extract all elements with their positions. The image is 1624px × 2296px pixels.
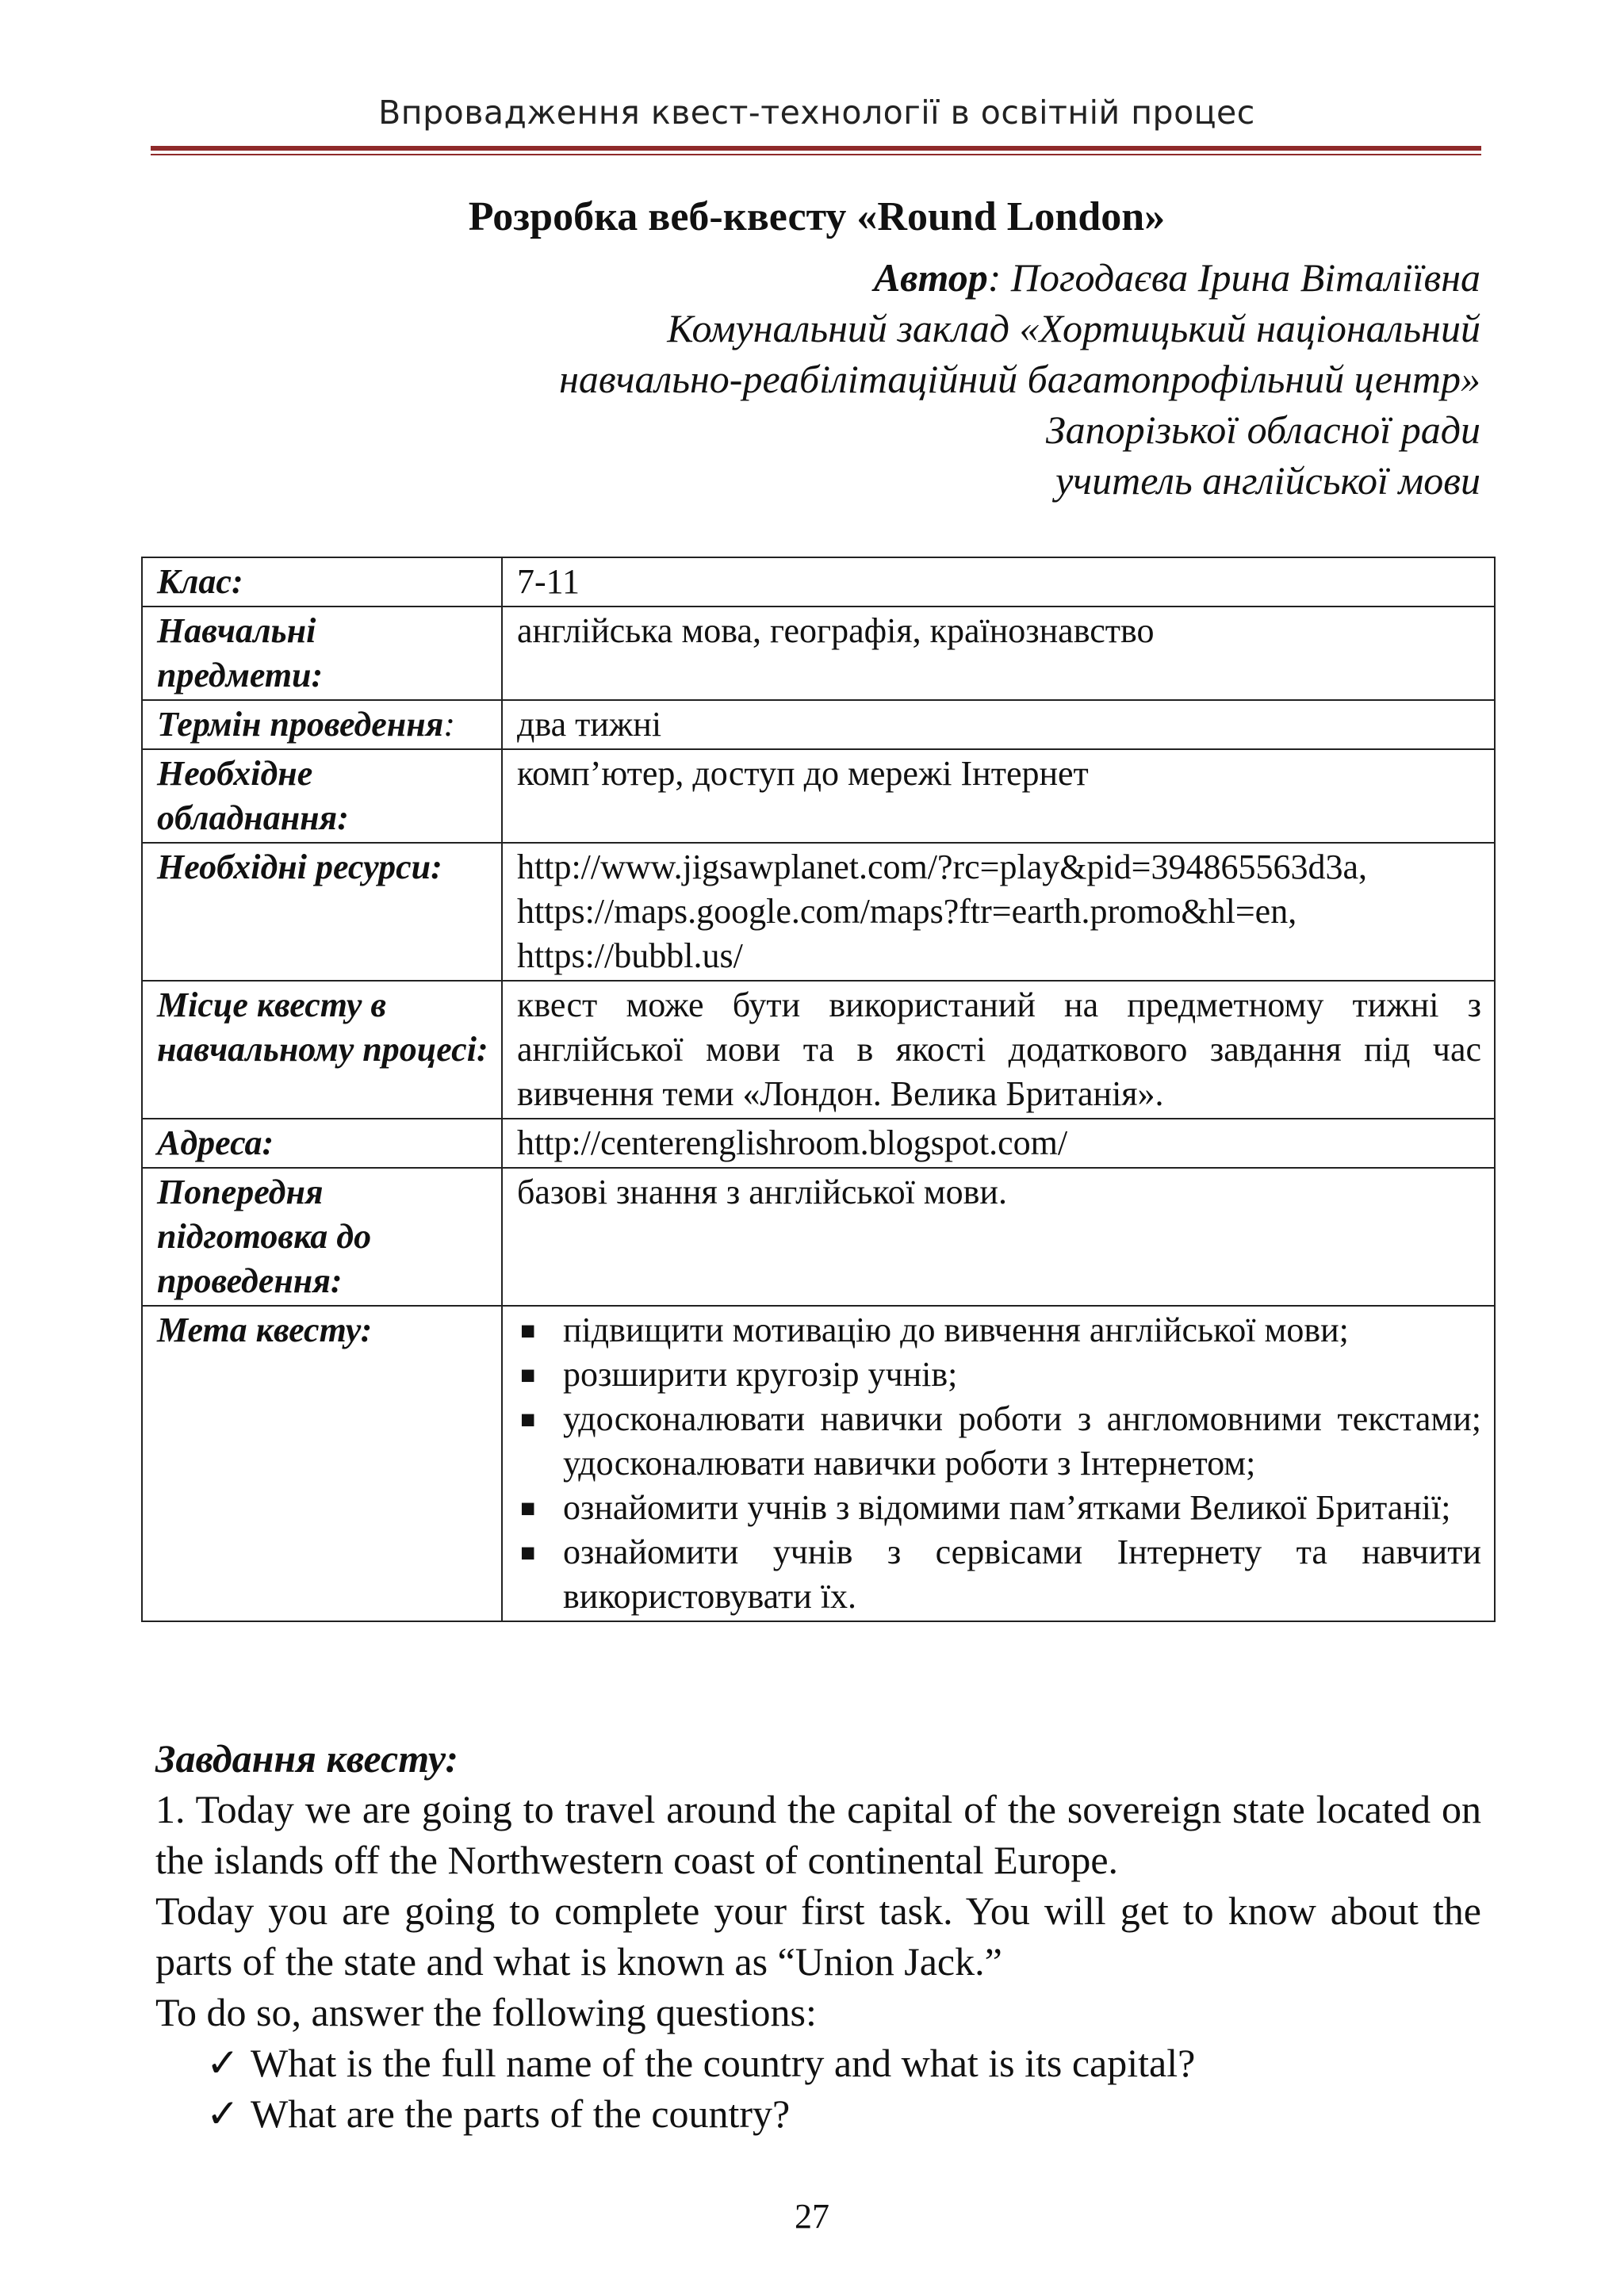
square-bullet-icon: ■ <box>520 1405 536 1433</box>
table-row <box>142 1119 1495 1168</box>
header-rule-thick <box>151 146 1481 151</box>
table-row <box>142 700 1495 749</box>
square-bullet-icon: ■ <box>520 1494 536 1522</box>
table-row <box>142 1168 1495 1306</box>
document-title: Розробка веб-квесту «Round London» <box>468 194 1166 239</box>
list-item: ■ розширити кругозір учнів; <box>517 1353 1481 1397</box>
list-item: ■ удосконалювати навички роботи з англомовними текстами; удосконалювати навички роботи з Інтернетом; <box>517 1397 1481 1486</box>
row-value-equipment: комп’ютер, доступ до мережі Інтернет <box>502 749 1495 843</box>
goals-list <box>517 1308 1481 1619</box>
author-affiliation-line: навчально-реабілітаційний багатопрофільний центр» <box>559 357 1480 401</box>
table-row <box>142 749 1495 843</box>
header-rule-thin <box>151 154 1481 155</box>
list-item: ✓ What are the parts of the country? <box>206 2088 1481 2139</box>
table-row <box>142 607 1495 700</box>
duration-label-text: Термін проведення <box>157 705 444 744</box>
author-affiliation-line: Комунальний заклад «Хортицький національний <box>667 306 1480 350</box>
row-value-place: квест може бути використаний на предметному тижні з англійської мови та в якості додаткового завдання під час вивчення теми «Лондон. Велика Британія». <box>502 981 1495 1119</box>
resource-link[interactable]: https://maps.google.com/maps?ftr=earth.promo&hl=en, <box>517 892 1297 931</box>
table-row <box>142 1306 1495 1621</box>
duration-label-colon: : <box>443 705 455 744</box>
list-item: ■ підвищити мотивацію до вивчення англійської мови; <box>517 1308 1481 1353</box>
row-label-goals: Мета квесту: <box>142 1306 502 1621</box>
author-block <box>559 252 1480 506</box>
row-value-duration: два тижні <box>502 700 1495 749</box>
author-affiliation-line: Запорізької обласної ради <box>1045 408 1480 452</box>
checkmark-icon: ✓ <box>206 2091 239 2136</box>
running-header: Впровадження квест-технології в освітній процес <box>378 94 1255 132</box>
questions-list <box>155 2038 1481 2139</box>
row-value-resources <box>502 843 1495 981</box>
page-number: 27 <box>795 2197 829 2236</box>
row-value-goals <box>502 1306 1495 1621</box>
row-value-address[interactable]: http://centerenglishroom.blogspot.com/ <box>502 1119 1495 1168</box>
table-row <box>142 557 1495 607</box>
resource-link[interactable]: https://bubbl.us/ <box>517 936 743 975</box>
task-paragraph: Today you are going to complete your first task. You will get to know about the parts of the state and what is known as “Union Jack.” <box>155 1888 1481 1984</box>
square-bullet-icon: ■ <box>520 1538 536 1567</box>
row-label-place: Місце квесту в навчальному процесі: <box>142 981 502 1119</box>
row-label-class: Клас: <box>142 557 502 607</box>
row-value-subjects: англійська мова, географія, країнознавство <box>502 607 1495 700</box>
row-value-class: 7-11 <box>502 557 1495 607</box>
list-item: ■ ознайомити учнів з сервісами Інтернету та навчити використовувати їх. <box>517 1530 1481 1619</box>
task-paragraph: To do so, answer the following questions: <box>155 1990 817 2034</box>
list-item: ■ ознайомити учнів з відомими пам’ятками Великої Британії; <box>517 1486 1481 1530</box>
row-label-equipment: Необхідне обладнання: <box>142 749 502 843</box>
checkmark-icon: ✓ <box>206 2041 239 2085</box>
square-bullet-icon: ■ <box>520 1360 536 1389</box>
row-label-address: Адреса: <box>142 1119 502 1168</box>
table-row <box>142 843 1495 981</box>
tasks-heading: Завдання квесту: <box>155 1736 459 1781</box>
row-label-duration <box>142 700 502 749</box>
author-name: : Погодаєва Ірина Віталіївна <box>987 255 1480 300</box>
list-item: ✓ What is the full name of the country and what is its capital? <box>206 2038 1481 2088</box>
quest-info-table <box>141 557 1496 1622</box>
row-label-subjects: Навчальні предмети: <box>142 607 502 700</box>
author-position-line: учитель англійської мови <box>1055 458 1480 503</box>
author-label: Автор <box>873 255 988 300</box>
task-paragraph: 1. Today we are going to travel around the capital of the sovereign state located on the islands off the Northwestern coast of continental Europe. <box>155 1787 1481 1882</box>
quest-tasks <box>155 1733 1481 2139</box>
row-label-resources: Необхідні ресурси: <box>142 843 502 981</box>
author-line <box>559 252 1480 303</box>
table-row <box>142 981 1495 1119</box>
resource-link[interactable]: http://www.jigsawplanet.com/?rc=play&pid=394865563d3a, <box>517 848 1368 886</box>
square-bullet-icon: ■ <box>520 1316 536 1345</box>
row-label-preparation: Попередня підготовка до проведення: <box>142 1168 502 1306</box>
row-value-preparation: базові знання з англійської мови. <box>502 1168 1495 1306</box>
